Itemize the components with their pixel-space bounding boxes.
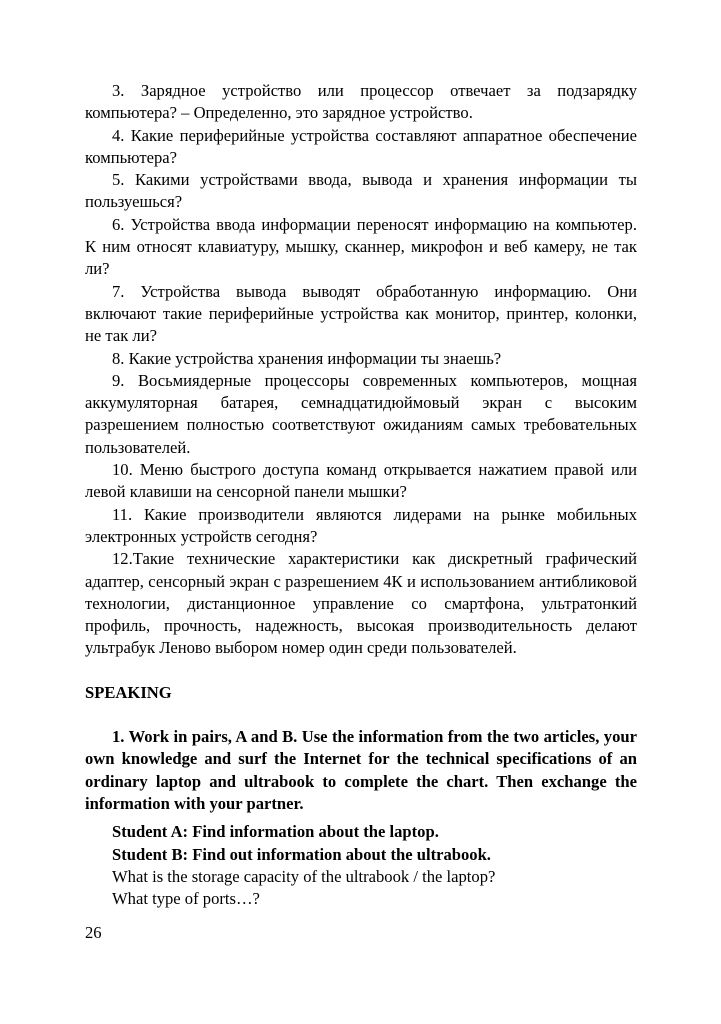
question-paragraph-4: 4. Какие периферийные устройства составляют аппаратное обеспечение компьютера? [85, 125, 637, 167]
question-paragraph-5: 5. Какими устройствами ввода, вывода и хранения информации ты пользуешься? [85, 170, 637, 212]
question-paragraph-12: 12.Такие технические характеристики как дискретный графический адаптер, сенсорный экран с разрешением 4К и использованием антибликовой технологии, дистанционное управление со смартфона, ультратонкий профиль, прочность, надежность, высокая производительность делают ультрабук Леново выбором номер один среди пользователей. [85, 549, 637, 658]
student-a-line: Student A: Find information about the laptop. [112, 822, 439, 842]
storage-question-line: What is the storage capacity of the ultrabook / the laptop? [112, 866, 496, 886]
speaking-task-paragraph: 1. Work in pairs, A and B. Use the information from the two articles, your own knowledge and surf the Internet for the technical specifications of an ordinary laptop and ultrabook to complete the chart. Then exchange the information with your partner. [85, 727, 637, 813]
speaking-heading: SPEAKING [85, 682, 172, 702]
question-paragraph-6: 6. Устройства ввода информации переносят информацию на компьютер. К ним относят клавиатуру, мышку, сканнер, микрофон и веб камеру, не так ли? [85, 214, 637, 279]
question-paragraph-3: 3. Зарядное устройство или процессор отвечает за подзарядку компьютера? – Определенно, это зарядное устройство. [85, 81, 637, 123]
speaking-lines [85, 821, 637, 910]
ports-question-line: What type of ports…? [112, 889, 260, 909]
question-paragraph-7: 7. Устройства вывода выводят обработанную информацию. Они включают такие периферийные устройства как монитор, принтер, колонки, не так ли? [85, 281, 637, 346]
question-paragraph-9: 9. Восьмиядерные процессоры современных компьютеров, мощная аккумуляторная батарея, семнадцатидюймовый экран с высоким разрешением полностью соответствуют ожиданиям самых требовательных пользователей. [85, 370, 637, 457]
question-paragraph-8: 8. Какие устройства хранения информации ты знаешь? [112, 348, 502, 368]
question-paragraph-11: 11. Какие производители являются лидерами на рынке мобильных электронных устройств сегодня? [85, 504, 637, 546]
question-paragraph-10: 10. Меню быстрого доступа команд открывается нажатием правой или левой клавиши на сенсорной панели мышки? [85, 460, 637, 502]
text-block [85, 80, 637, 910]
student-b-line: Student B: Find out information about the ultrabook. [112, 844, 491, 864]
page-number: 26 [85, 923, 102, 942]
